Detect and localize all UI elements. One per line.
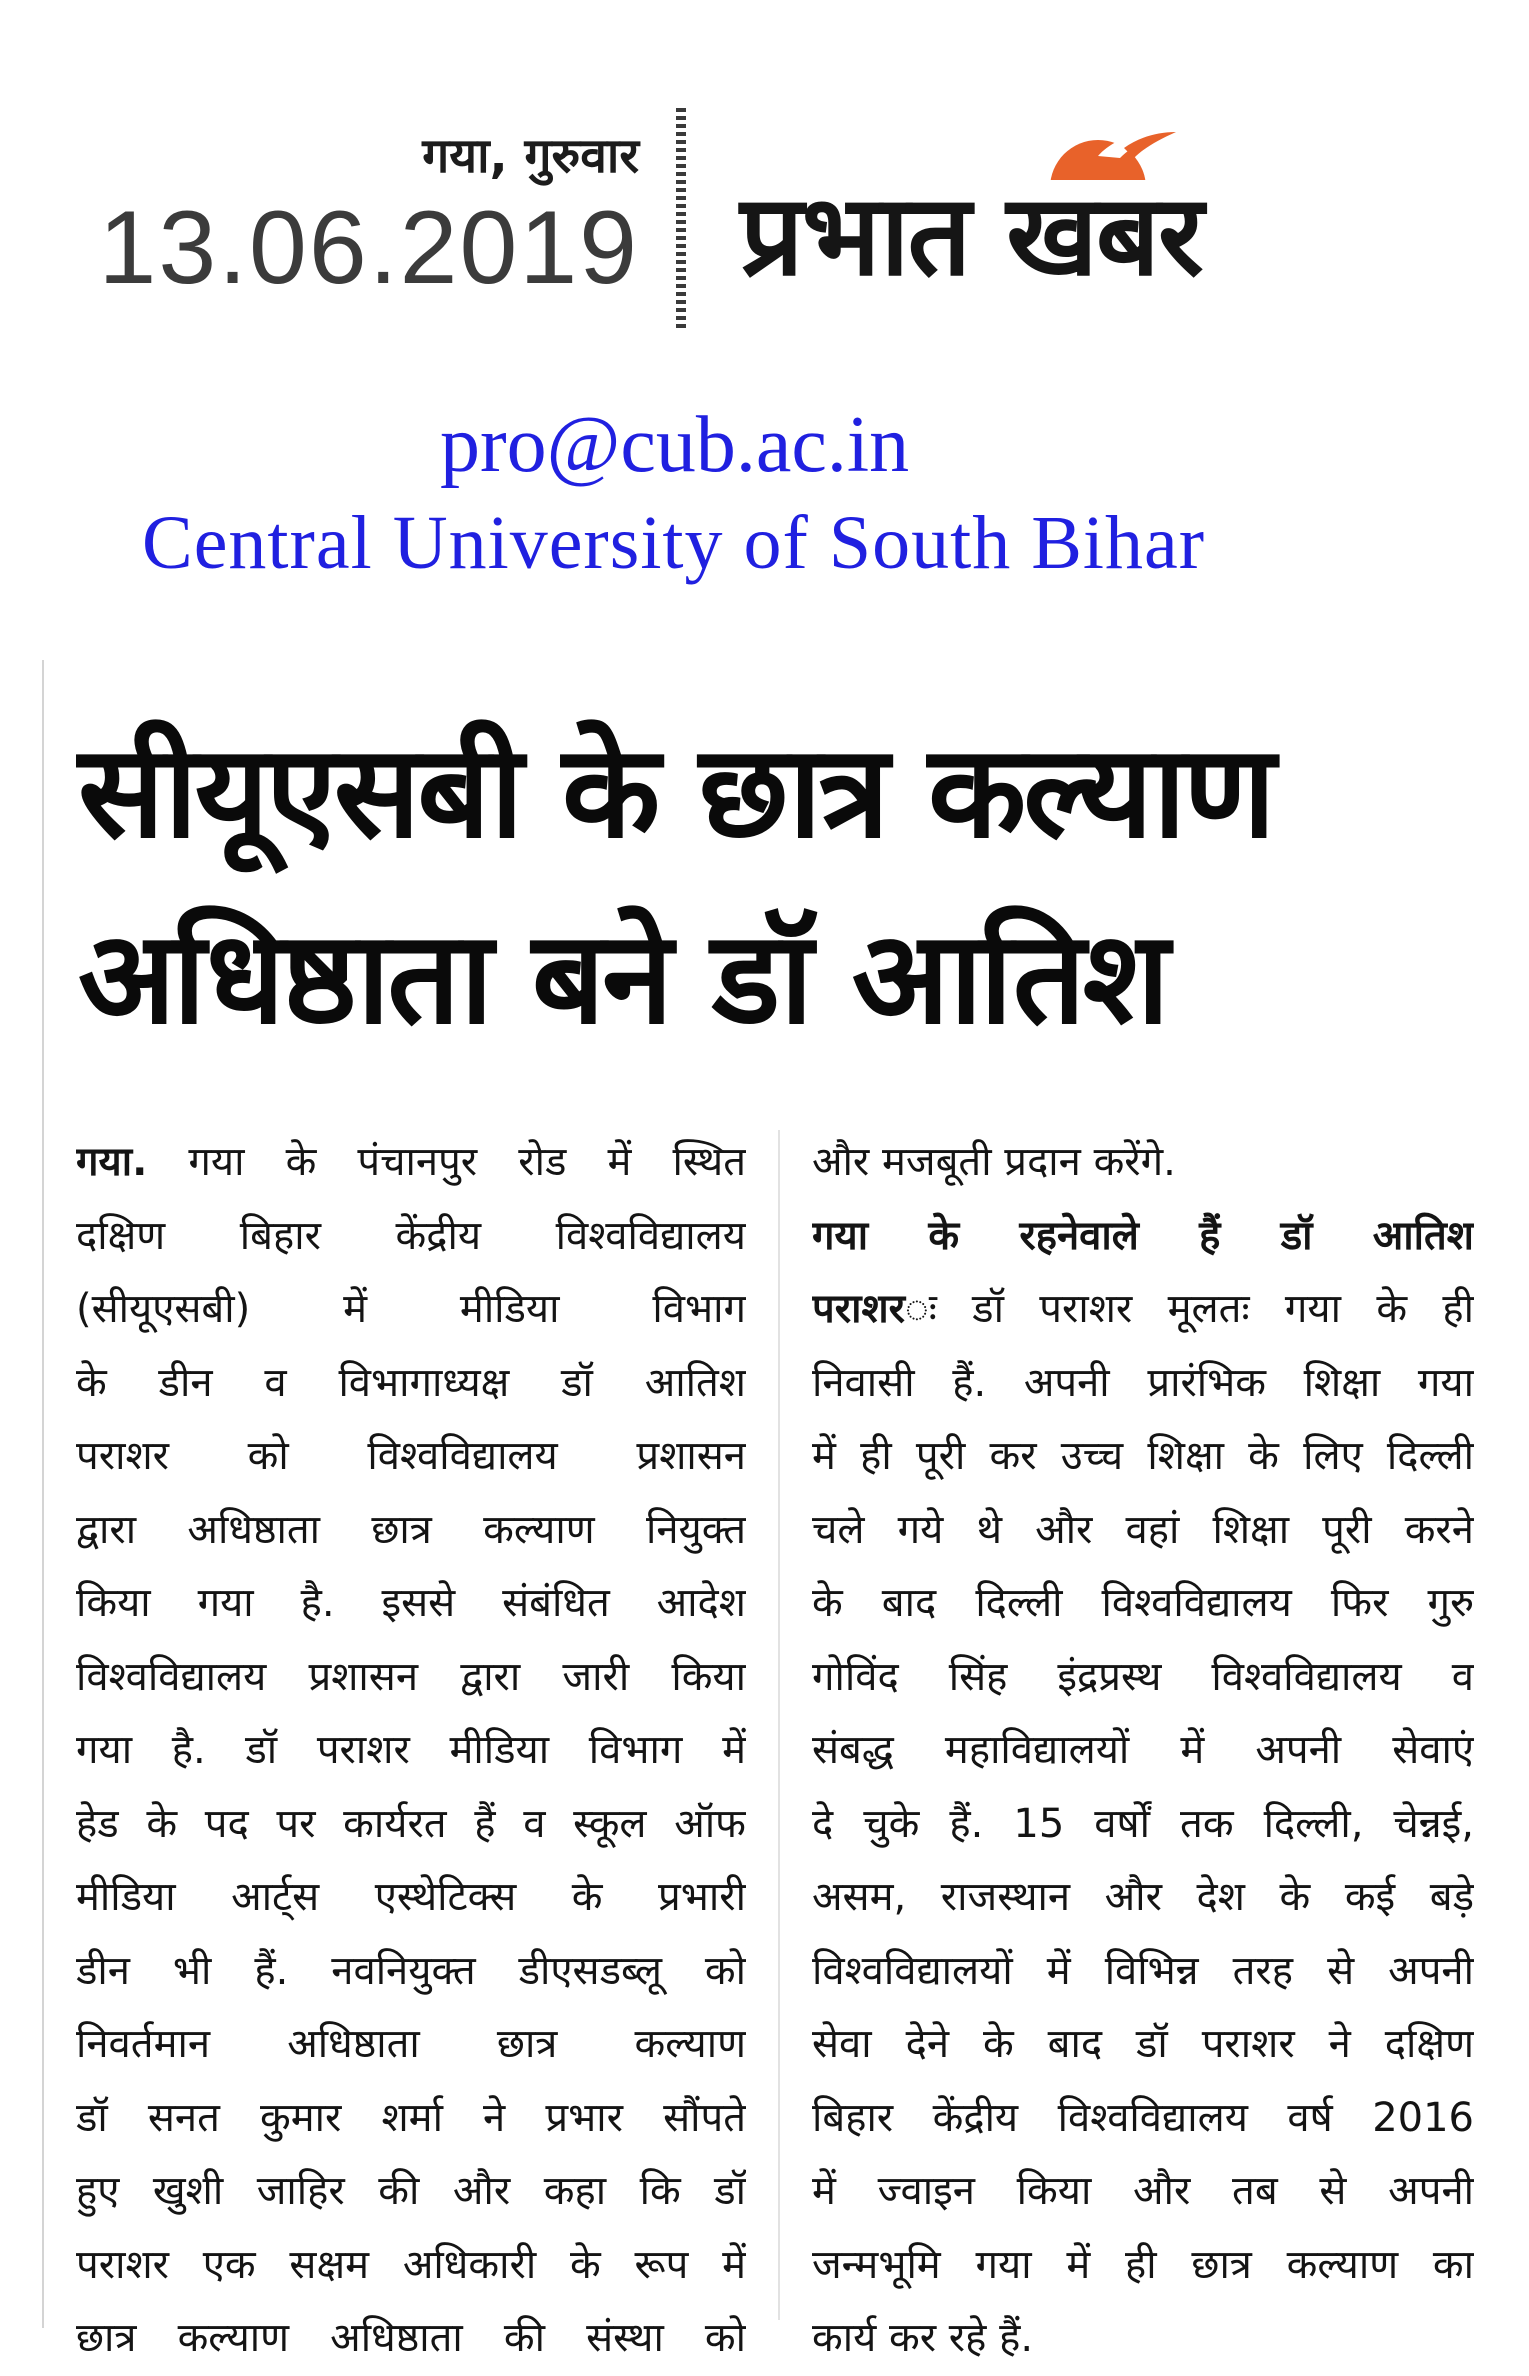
subheading: गया के रहनेवाले हैं डॉ आतिश bbox=[812, 1212, 1474, 1259]
article-line: पराशर एक सक्षम अधिकारी के रूप में bbox=[76, 2241, 746, 2288]
article-line: के बाद दिल्ली विश्वविद्यालय फिर गुरु bbox=[812, 1580, 1474, 1626]
article-line: गया. गया के पंचानपुर रोड में स्थित bbox=[76, 1139, 746, 1185]
masthead-divider bbox=[676, 108, 686, 328]
article-line: छात्र कल्याण अधिष्ठाता की संस्था को bbox=[76, 2315, 746, 2361]
masthead bbox=[0, 0, 1529, 330]
article-line: के डीन व विभागाध्यक्ष डॉ आतिश bbox=[76, 1359, 746, 1406]
article-line: डीन भी हैं. नवनियुक्त डीएसडब्लू को bbox=[76, 1947, 746, 1994]
article-line: निवासी हैं. अपनी प्रारंभिक शिक्षा गया bbox=[812, 1359, 1474, 1406]
article-line: दे चुके हैं. 15 वर्षों तक दिल्ली, चेन्नई, bbox=[812, 1800, 1474, 1847]
column-divider bbox=[778, 1130, 780, 2320]
newspaper-logo bbox=[740, 118, 1420, 318]
article-line: द्वारा अधिष्ठाता छात्र कल्याण नियुक्त bbox=[76, 1506, 746, 1553]
article-line: मीडिया आर्ट्स एस्थेटिक्स के प्रभारी bbox=[76, 1874, 746, 1920]
issue-date: 13.06.2019 bbox=[98, 190, 639, 306]
article-column-right bbox=[812, 1126, 1474, 2376]
headline-line-2: अधिष्ठाता बने डॉ आतिश bbox=[78, 904, 1167, 1053]
article-line: में ही पूरी कर उच्च शिक्षा के लिए दिल्ली bbox=[812, 1433, 1474, 1479]
article-line: सेवा देने के बाद डॉ पराशर ने दक्षिण bbox=[812, 2021, 1474, 2067]
headline bbox=[78, 700, 1498, 1072]
page-edge-rule bbox=[42, 660, 44, 2328]
article-line: हेड के पद पर कार्यरत हैं व स्कूल ऑफ bbox=[76, 1800, 746, 1847]
article-line: विश्वविद्यालय प्रशासन द्वारा जारी किया bbox=[76, 1653, 746, 1700]
newspaper-name: प्रभात खबर bbox=[740, 171, 1202, 301]
article-line: पराशर को विश्वविद्यालय प्रशासन bbox=[76, 1433, 746, 1479]
article-line: में ज्वाइन किया और तब से अपनी bbox=[812, 2168, 1474, 2214]
article-line: चले गये थे और वहां शिक्षा पूरी करने bbox=[812, 1506, 1474, 1553]
article-line: और मजबूती प्रदान करेंगे. bbox=[812, 1139, 1176, 1185]
article-line: दक्षिण बिहार केंद्रीय विश्वविद्यालय bbox=[76, 1212, 746, 1259]
article-line: हुए खुशी जाहिर की और कहा कि डॉ bbox=[76, 2168, 746, 2214]
article-line: निवर्तमान अधिष्ठाता छात्र कल्याण bbox=[76, 2021, 746, 2067]
article-line: गया है. डॉ पराशर मीडिया विभाग में bbox=[76, 1727, 746, 1773]
dateline: गया. bbox=[76, 1139, 148, 1185]
subheading-continued: पराशर bbox=[812, 1286, 905, 1332]
contact-email: pro@cub.ac.in bbox=[440, 401, 910, 489]
place-day: गया, गुरुवार bbox=[422, 128, 639, 184]
headline-line-1: सीयूएसबी के छात्र कल्याण bbox=[78, 718, 1273, 867]
article-line: संबद्ध महाविद्यालयों में अपनी सेवाएं bbox=[812, 1727, 1474, 1773]
article-line: किया गया है. इससे संबंधित आदेश bbox=[76, 1580, 746, 1626]
article-line: कार्य कर रहे हैं. bbox=[812, 2315, 1034, 2361]
article-line: जन्मभूमि गया में ही छात्र कल्याण का bbox=[812, 2241, 1474, 2288]
article-line: पराशरः डॉ पराशर मूलतः गया के ही bbox=[812, 1286, 1474, 1332]
article-line: (सीयूएसबी) में मीडिया विभाग bbox=[76, 1286, 746, 1332]
article-line: असम, राजस्थान और देश के कई बड़े bbox=[812, 1874, 1474, 1920]
article-line: डॉ सनत कुमार शर्मा ने प्रभार सौंपते bbox=[76, 2094, 746, 2141]
article-line: गोविंद सिंह इंद्रप्रस्थ विश्वविद्यालय व bbox=[812, 1653, 1474, 1700]
article-line: बिहार केंद्रीय विश्वविद्यालय वर्ष 2016 bbox=[812, 2094, 1474, 2141]
university-name: Central University of South Bihar bbox=[142, 501, 1206, 585]
article-column-left bbox=[76, 1126, 746, 2376]
article-line: विश्वविद्यालयों में विभिन्न तरह से अपनी bbox=[812, 1947, 1474, 1994]
